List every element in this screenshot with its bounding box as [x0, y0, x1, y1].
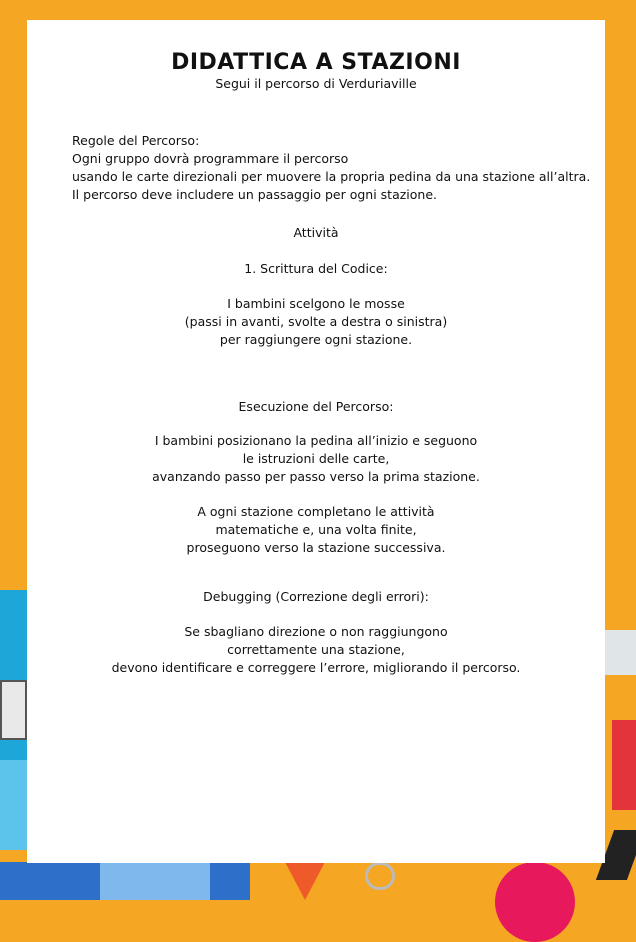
debugging-text: [27, 623, 605, 677]
binder-clip-decoration: [0, 680, 27, 740]
coding-heading: 1. Scrittura del Codice:: [244, 261, 388, 276]
blue-folder-edge-decoration: [0, 760, 28, 850]
worksheet-page: [27, 20, 605, 863]
sharpener-decoration: [605, 630, 636, 675]
coding-line: I bambini scelgono le mosse: [227, 296, 405, 311]
execution-line: A ogni stazione completano le attività: [197, 504, 435, 519]
coding-line: (passi in avanti, svolte a destra o sinistra): [184, 314, 448, 329]
rules-heading: Regole del Percorso:: [72, 133, 200, 148]
rules-line: Il percorso deve includere un passaggio per ogni stazione.: [72, 187, 438, 202]
rules-line: Ogni gruppo dovrà programmare il percorso: [72, 151, 349, 166]
execution-line: matematiche e, una volta finite,: [215, 522, 417, 537]
execution-heading: Esecuzione del Percorso:: [238, 399, 394, 414]
page-subtitle: Segui il percorso di Verduriaville: [215, 76, 417, 91]
debugging-line: Se sbagliano direzione o non raggiungono: [184, 624, 448, 639]
coding-line: per raggiungere ogni stazione.: [219, 332, 413, 347]
pink-circle-decoration: [495, 862, 575, 942]
orange-triangle-decoration: [285, 862, 325, 900]
activities-heading: Attività: [293, 225, 339, 240]
execution-line: I bambini posizionano la pedina all’inizio e seguono: [154, 433, 478, 448]
rules-section: [72, 132, 592, 204]
debugging-heading: Debugging (Correzione degli errori):: [203, 589, 429, 604]
red-pen-decoration: [612, 720, 636, 810]
execution-paragraph-1: [27, 432, 605, 486]
coding-text: [27, 295, 605, 349]
execution-section: [27, 398, 605, 416]
page-title: DIDATTICA A STAZIONI: [171, 50, 461, 75]
light-blue-paper-decoration: [100, 862, 210, 900]
debugging-section: [27, 588, 605, 606]
execution-line: le istruzioni delle carte,: [242, 451, 390, 466]
activities-heading-block: [27, 224, 605, 242]
execution-line: proseguono verso la stazione successiva.: [186, 540, 446, 555]
paperclip-decoration: [365, 862, 395, 890]
rules-line: usando le carte direzionali per muovere la propria pedina da una stazione all’altra.: [72, 169, 591, 184]
execution-paragraph-2: [27, 503, 605, 557]
debugging-line: correttamente una stazione,: [227, 642, 405, 657]
debugging-line: devono identificare e correggere l’errore, migliorando il percorso.: [111, 660, 521, 675]
execution-line: avanzando passo per passo verso la prima stazione.: [152, 469, 480, 484]
coding-section: [27, 260, 605, 278]
